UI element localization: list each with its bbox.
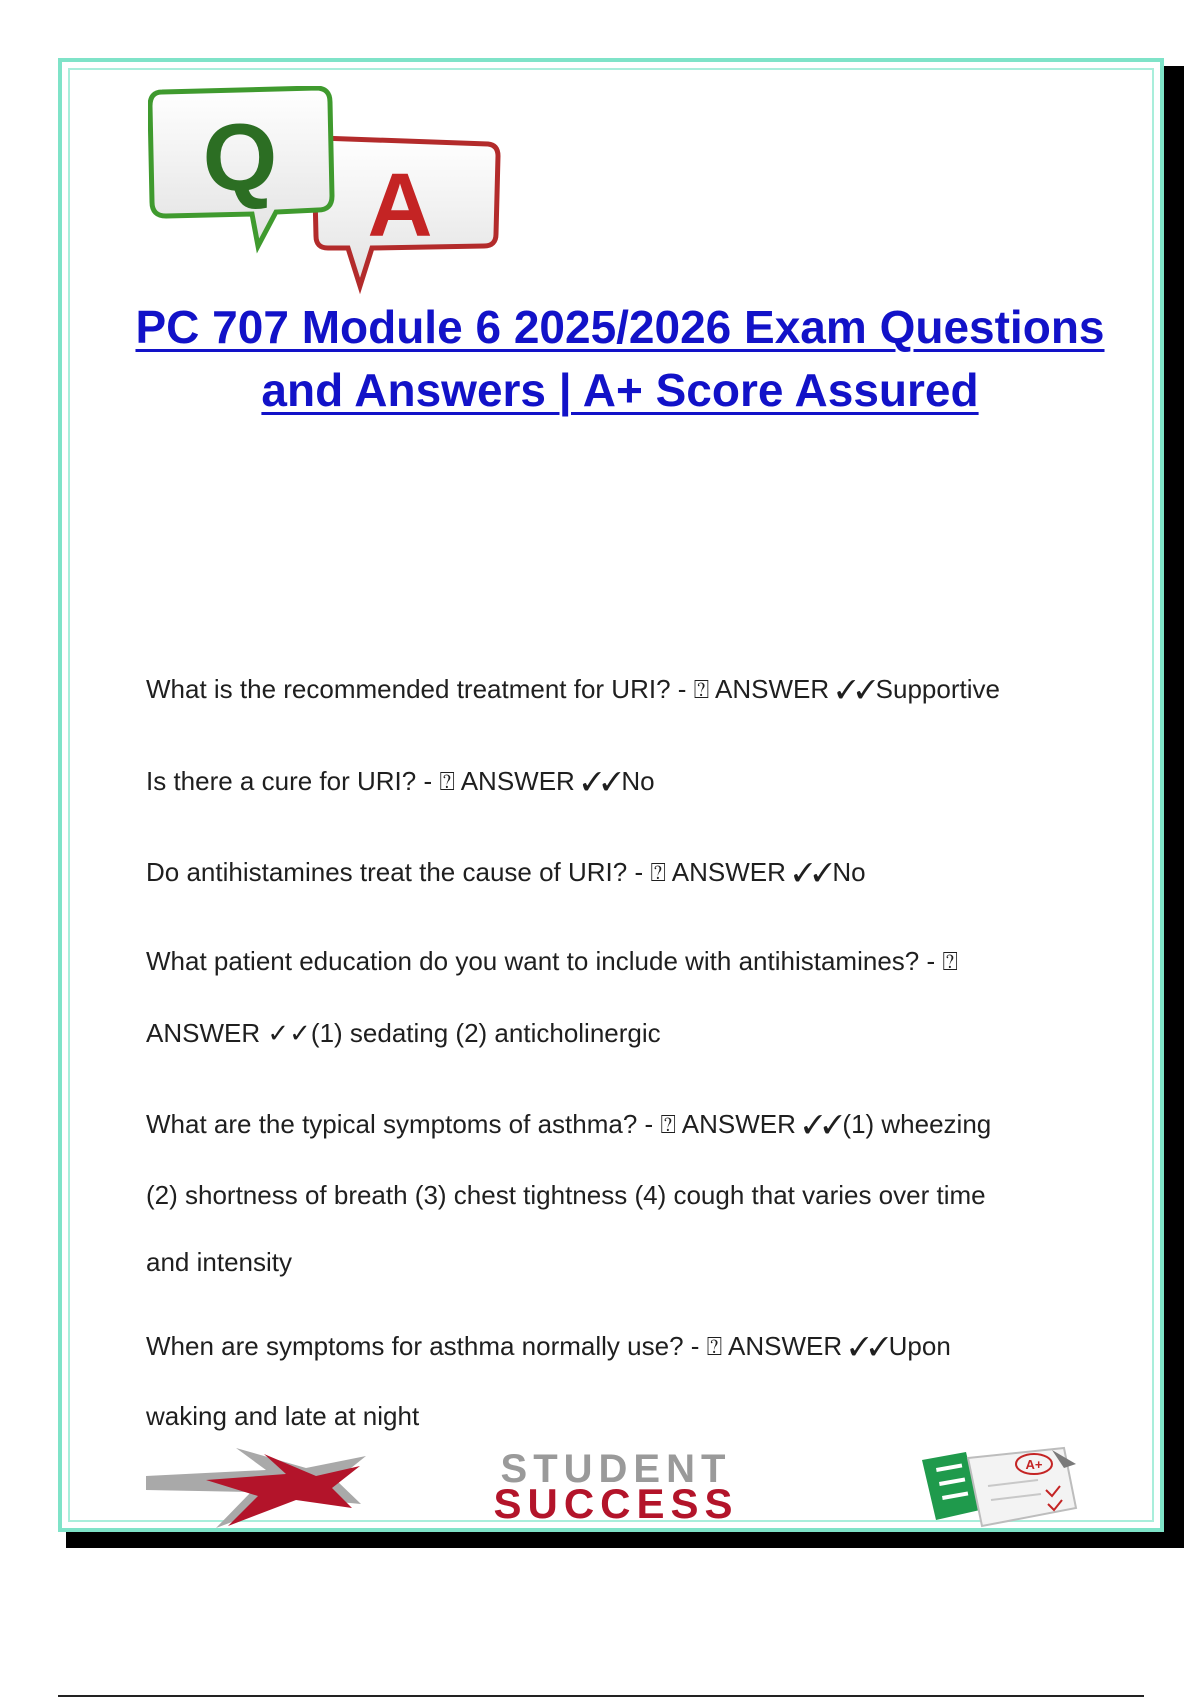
qa-line: Do antihistamines treat the cause of URI? - ⍰ ANSWER ✓✓No [146, 857, 866, 887]
qa-line: When are symptoms for asthma normally use? - ⍰ ANSWER ✓✓Upon [146, 1331, 951, 1361]
qa-line: (2) shortness of breath (3) chest tightness (4) cough that varies over time [146, 1180, 986, 1210]
logo-word-success: SUCCESS [493, 1480, 739, 1527]
bottom-rule [58, 1695, 1144, 1697]
qa-line: and intensity [146, 1247, 292, 1277]
qa-line: Is there a cure for URI? - ⍰ ANSWER ✓✓No [146, 766, 655, 796]
document-title[interactable]: PC 707 Module 6 2025/2026 Exam Questions and Answers | A+ Score Assured [135, 301, 1105, 416]
qa-line: ANSWER ✓✓(1) sedating (2) anticholinergic [146, 1018, 661, 1048]
qa-speech-bubbles-icon [148, 86, 508, 296]
a-letter: A [367, 156, 433, 256]
logo-word-student: STUDENT [500, 1447, 732, 1491]
qa-line: What patient education do you want to include with antihistamines? - ⍰ [146, 946, 958, 976]
graded-paper-icon [968, 1448, 1076, 1526]
q-letter: Q [202, 104, 278, 211]
student-success-logo-icon [146, 1446, 1086, 1530]
qa-line: What are the typical symptoms of asthma? - ⍰ ANSWER ✓✓(1) wheezing [146, 1109, 992, 1139]
grade-badge: A+ [1025, 1457, 1043, 1472]
qa-line: What is the recommended treatment for URI? - ⍰ ANSWER ✓✓Supportive [146, 674, 1000, 704]
qa-line: waking and late at night [146, 1401, 420, 1431]
